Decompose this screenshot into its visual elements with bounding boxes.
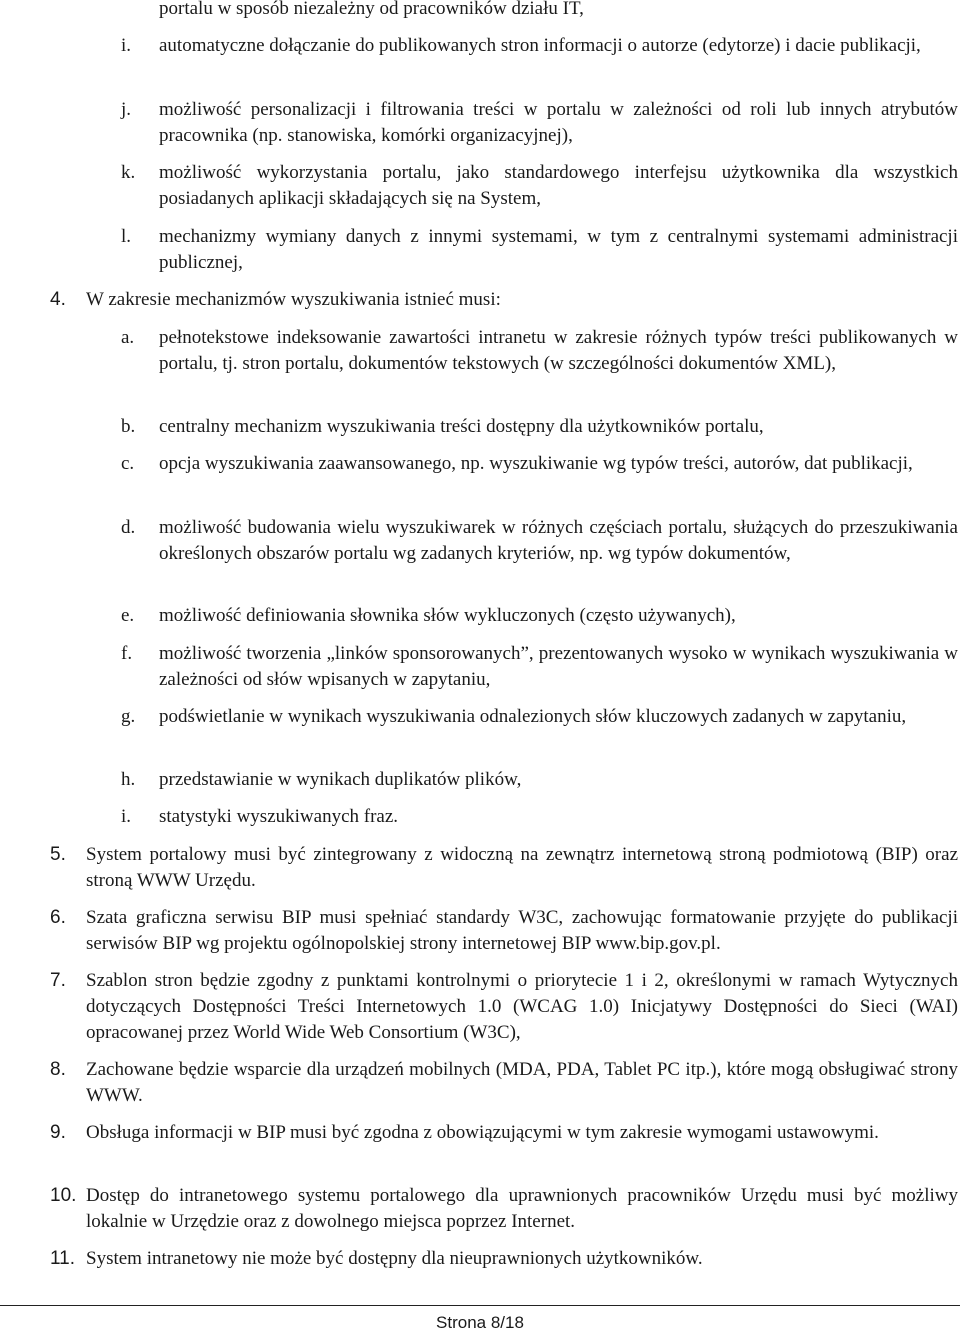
section-item [50,842,958,894]
list-item-text: statystyki wyszukiwanych fraz. [159,806,399,827]
section-item [50,1120,958,1146]
section-item [50,1183,958,1235]
list-item [121,704,958,730]
section-number: 9. [50,1122,66,1143]
list-item-label: h. [121,769,136,790]
list-item-text: możliwość tworzenia „linków sponsorowanych”, prezentowanych wysoko w wynikach wyszukiwania w zależności od słów wpisanych w zapytaniu, [159,643,958,690]
list-item-label: d. [121,517,136,538]
list-item-label: i. [121,806,132,827]
list-item-label: c. [121,453,135,474]
section-number: 5. [50,844,66,865]
section-item [50,905,958,957]
list-item [121,33,958,59]
list-item [121,414,958,440]
list-item [121,767,958,793]
section-number: 11. [50,1248,76,1269]
list-item [121,641,958,693]
section-number: 8. [50,1059,66,1080]
section-text: Obsługa informacji w BIP musi być zgodna z obowiązującymi w tym zakresie wymogami ustawowymi. [86,1122,879,1143]
list-item-text: możliwość definiowania słownika słów wykluczonych (często używanych), [159,605,736,626]
list-item-label: a. [121,327,135,348]
section-item [50,1246,958,1272]
section-item [50,1057,958,1109]
list-item [121,97,958,149]
list-item-text: przedstawianie w wynikach duplikatów plików, [159,769,522,790]
list-item-label: e. [121,605,135,626]
list-item-text: centralny mechanizm wyszukiwania treści dostępny dla użytkowników portalu, [159,416,764,437]
footer-divider [0,1305,960,1306]
list-item-label: l. [121,226,132,247]
list-item-text: automatyczne dołączanie do publikowanych stron informacji o autorze (edytorze) i dacie publikacji, [159,35,921,56]
section-text: Dostęp do intranetowego systemu portalowego dla uprawnionych pracowników Urzędu musi być możliwy lokalnie w Urzędzie oraz z dowolnego miejsca poprzez Internet. [86,1185,958,1232]
section-text: System portalowy musi być zintegrowany z widoczną na zewnątrz internetową stroną podmiotową (BIP) oraz stroną WWW Urzędu. [86,844,958,891]
list-item-label: k. [121,162,136,183]
section-text: Zachowane będzie wsparcie dla urządzeń mobilnych (MDA, PDA, Tablet PC itp.), które mogą obsługiwać strony WWW. [86,1059,958,1106]
list-item [121,603,958,629]
list-item [121,224,958,276]
list-item-text: możliwość wykorzystania portalu, jako standardowego interfejsu użytkownika dla wszystkich posiadanych aplikacji składających się na System, [159,162,958,209]
section-heading-4 [50,287,958,313]
list-item [121,804,958,830]
list-item-label: g. [121,706,136,727]
continuation-text: portalu w sposób niezależny od pracowników działu IT, [159,0,584,19]
section-number: 4. [50,289,66,310]
list-item [121,160,958,212]
list-item [121,451,958,477]
list-item-text: mechanizmy wymiany danych z innymi systemami, w tym z centralnymi systemami administracji publicznej, [159,226,958,273]
list-item-label: b. [121,416,136,437]
list-item-text: opcja wyszukiwania zaawansowanego, np. wyszukiwanie wg typów treści, autorów, dat publikacji, [159,453,913,474]
section-item [50,968,958,1046]
list-item-label: i. [121,35,132,56]
list-item-text: podświetlanie w wynikach wyszukiwania odnalezionych słów kluczowych zadanych w zapytaniu, [159,706,907,727]
list-item [121,515,958,567]
section-number: 10. [50,1185,77,1206]
list-item-label: j. [121,99,132,120]
section-number: 7. [50,970,66,991]
section-text: Szata graficzna serwisu BIP musi spełniać standardy W3C, zachowując formatowanie przyjęte do publikacji serwisów BIP wg projektu ogólnopolskiej strony internetowej BIP www.bip.gov.pl. [86,907,958,954]
section-number: 6. [50,907,66,928]
section-text: W zakresie mechanizmów wyszukiwania istnieć musi: [86,289,501,310]
section-text: System intranetowy nie może być dostępny dla nieuprawnionych użytkowników. [86,1248,703,1269]
list-item-text: pełnotekstowe indeksowanie zawartości intranetu w zakresie różnych typów treści publikowanych w portalu, tj. stron portalu, dokumentów tekstowych (w szczególności dokumentów XML), [159,327,958,374]
list-item-label: f. [121,643,133,664]
list-item-text: możliwość personalizacji i filtrowania treści w portalu w zależności od roli lub innych atrybutów pracownika (np. stanowiska, komórki organizacyjnej), [159,99,958,146]
page-number: Strona 8/18 [436,1313,524,1332]
list-item [121,325,958,377]
list-item-text: możliwość budowania wielu wyszukiwarek w różnych częściach portalu, służących do przeszukiwania określonych obszarów portalu wg zadanych kryteriów, np. wg typów dokumentów, [159,517,958,564]
section-text: Szablon stron będzie zgodny z punktami kontrolnymi o priorytecie 1 i 2, określonymi w ramach Wytycznych dotyczących Dostępności Treści Internetowych 1.0 (WCAG 1.0) Inicjatywy Dostępności do Sieci (WAI) opracowanej przez World Wide Web Consortium (W3C), [86,970,958,1043]
